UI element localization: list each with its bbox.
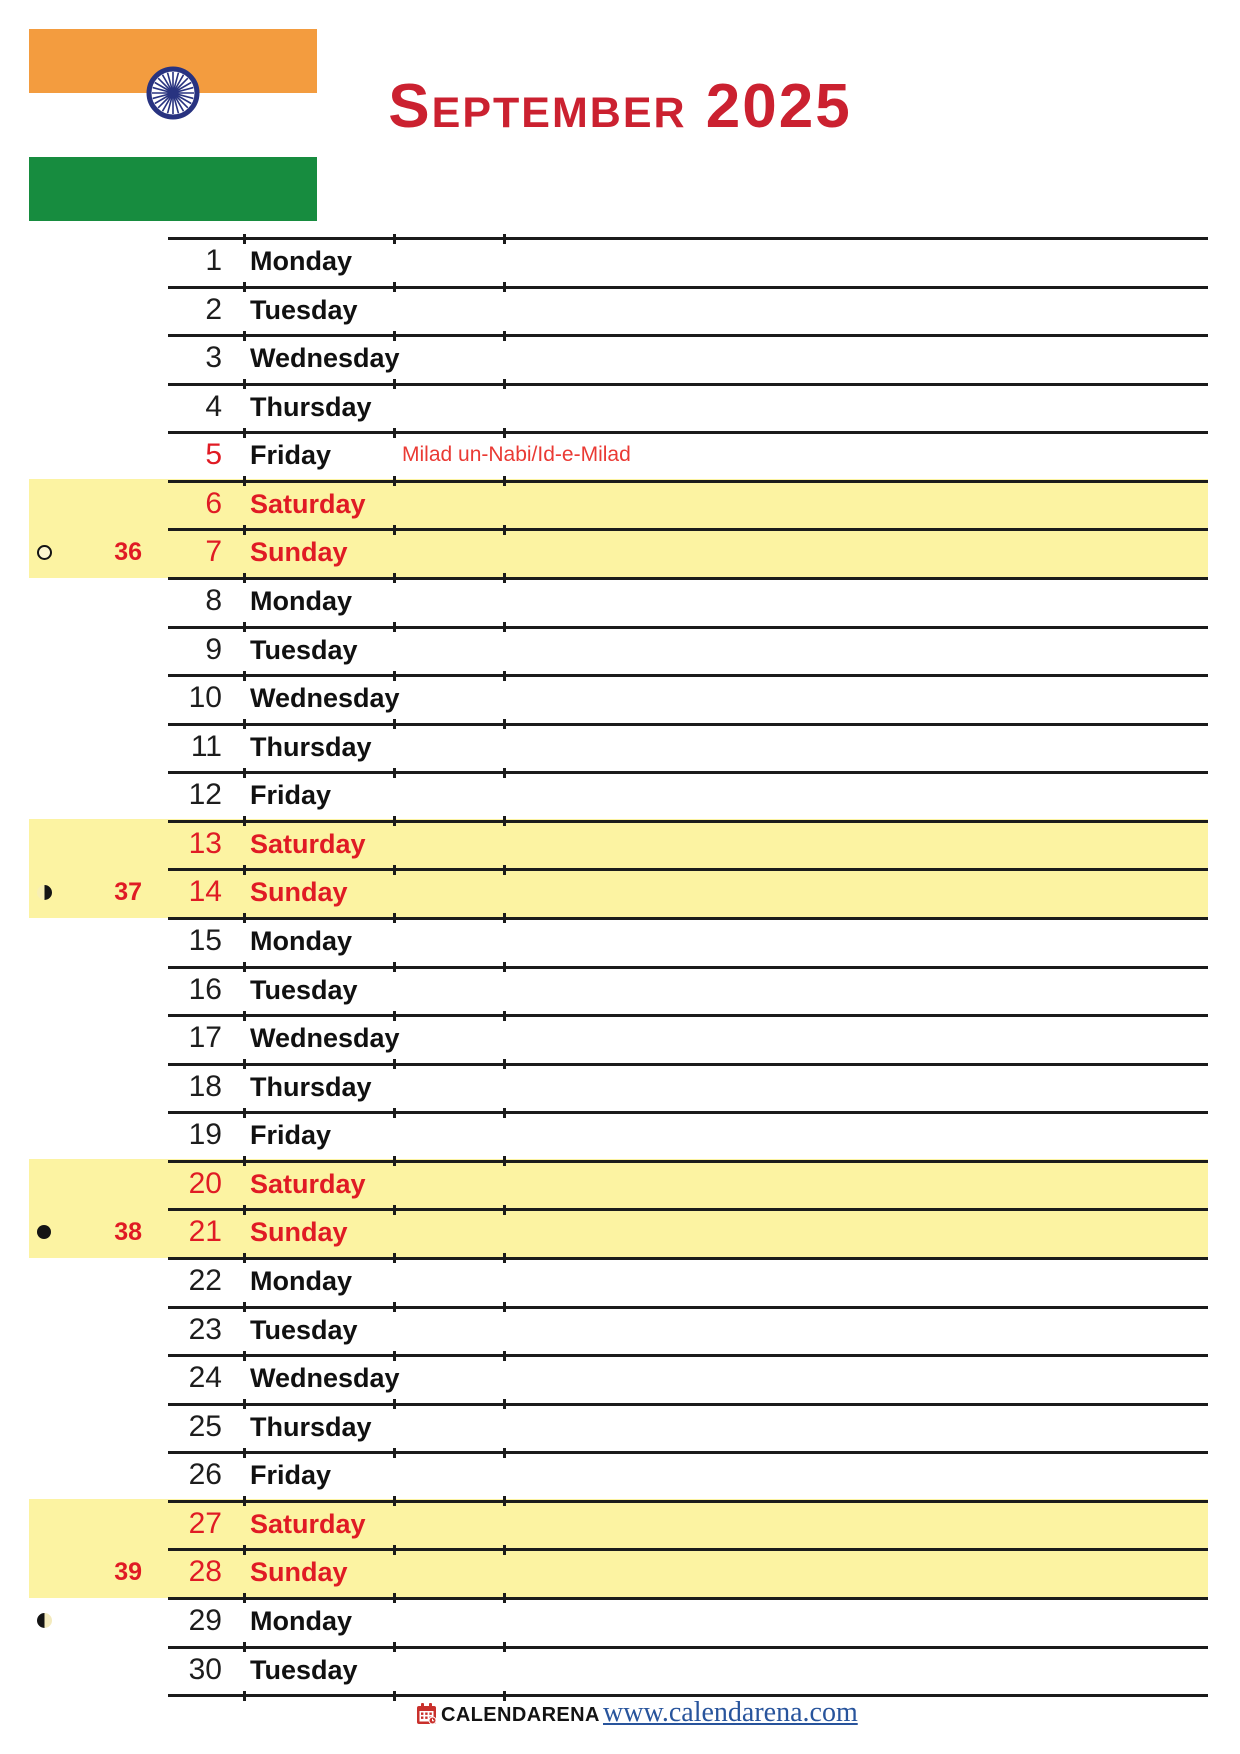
day-number: 18 [188,1069,222,1103]
column-tick [503,1593,506,1603]
day-name: Sunday [250,537,348,568]
column-tick [393,1059,396,1069]
day-name: Thursday [250,731,372,762]
column-tick [393,1253,396,1263]
grid-line [168,1014,1208,1017]
day-number: 11 [190,729,222,763]
column-tick [393,719,396,729]
day-number: 20 [188,1166,222,1200]
column-tick [243,379,246,389]
day-number: 4 [205,389,222,423]
day-name: Sunday [250,1217,348,1248]
day-row [0,1354,1240,1403]
column-tick [243,1545,246,1555]
day-name: Friday [250,780,332,811]
column-tick [503,1253,506,1263]
day-name: Tuesday [250,294,358,325]
grid-line [168,820,1208,823]
day-number: 17 [188,1021,222,1055]
grid-line [168,626,1208,629]
day-number: 30 [188,1652,222,1686]
day-row [0,431,1240,480]
grid-line [168,917,1208,920]
week-number: 36 [114,537,142,566]
column-tick [503,428,506,438]
day-name: Thursday [250,1411,372,1442]
day-name: Thursday [250,391,372,422]
grid-line [168,286,1208,289]
day-number: 19 [188,1118,222,1152]
column-tick [393,1108,396,1118]
day-number: 26 [188,1458,222,1492]
column-tick [503,1691,506,1701]
grid-line [168,1548,1208,1551]
day-row [0,1597,1240,1646]
day-name: Tuesday [250,1654,358,1685]
day-name: Monday [250,925,353,956]
day-row [0,528,1240,577]
grid-line [168,723,1208,726]
column-tick [503,1156,506,1166]
column-tick [243,234,246,244]
day-number: 24 [188,1361,222,1395]
day-row [0,1548,1240,1597]
day-number: 14 [188,875,222,909]
day-row [0,1646,1240,1695]
day-name: Monday [250,585,353,616]
day-number: 22 [188,1263,222,1297]
day-number: 8 [205,583,222,617]
day-name: Monday [250,246,353,276]
day-number: 9 [205,632,222,666]
day-name: Wednesday [250,683,400,714]
column-tick [243,1302,246,1312]
day-number: 7 [205,535,222,569]
column-tick [393,331,396,341]
day-name: Friday [250,1460,332,1491]
page-title: September 2025 [388,72,852,141]
day-row [0,237,1240,286]
column-tick [243,622,246,632]
day-number: 12 [188,778,222,812]
grid-line [168,966,1208,969]
day-number: 1 [205,244,222,277]
holiday-label: Milad un-Nabi/Id-e-Milad [402,443,631,467]
grid-line [168,237,1208,240]
day-row [0,966,1240,1015]
grid-line [168,480,1208,483]
day-name: Tuesday [250,634,358,665]
day-row [0,286,1240,335]
day-row [0,1208,1240,1257]
grid-line [168,528,1208,531]
day-number: 6 [205,486,222,520]
column-tick [393,525,396,535]
column-tick [503,1108,506,1118]
day-row [0,334,1240,383]
grid-line [168,771,1208,774]
day-number: 27 [188,1506,222,1540]
grid-line [168,1160,1208,1163]
column-tick [393,476,396,486]
column-tick [393,1642,396,1652]
day-number: 25 [188,1409,222,1443]
column-tick [393,768,396,778]
week-number: 39 [114,1557,142,1586]
column-tick [243,816,246,826]
column-tick [393,379,396,389]
day-number: 16 [188,972,222,1006]
day-row [0,1160,1240,1209]
day-row [0,1500,1240,1549]
column-tick [503,1351,506,1361]
day-row [0,1257,1240,1306]
column-tick [503,282,506,292]
grid-line [168,1257,1208,1260]
grid-line [168,1451,1208,1454]
day-name: Saturday [250,1168,366,1199]
day-number: 23 [188,1312,222,1346]
day-number: 28 [188,1555,222,1589]
grid-line [168,1208,1208,1211]
india-flag [29,29,317,221]
column-tick [243,1156,246,1166]
column-tick [393,282,396,292]
column-tick [243,719,246,729]
day-number: 3 [205,341,222,375]
day-row [0,1403,1240,1452]
column-tick [503,331,506,341]
grid-line [168,1063,1208,1066]
day-name: Friday [250,440,332,471]
week-number: 37 [114,877,142,906]
day-number: 5 [205,438,222,472]
column-tick [393,1496,396,1506]
column-tick [393,816,396,826]
column-tick [243,865,246,875]
column-tick [393,1691,396,1701]
day-name: Friday [250,1120,332,1151]
column-tick [393,428,396,438]
grid-line [168,334,1208,337]
ashoka-chakra-icon [146,66,200,120]
column-tick [243,1691,246,1701]
day-name: Saturday [250,1508,366,1539]
column-tick [503,671,506,681]
column-tick [503,379,506,389]
column-tick [243,1108,246,1118]
column-tick [243,428,246,438]
column-tick [243,1496,246,1506]
column-tick [503,1011,506,1021]
day-name: Monday [250,1265,353,1296]
grid-line [168,1111,1208,1114]
day-name: Saturday [250,488,366,519]
column-tick [393,1351,396,1361]
day-name: Tuesday [250,974,358,1005]
column-tick [243,1253,246,1263]
brand-name: CALENDARENA [441,1704,600,1726]
day-row [0,917,1240,966]
column-tick [503,1545,506,1555]
column-tick [243,573,246,583]
day-row [0,1306,1240,1355]
column-tick [503,1496,506,1506]
day-row [0,1451,1240,1500]
grid-line [168,1646,1208,1649]
column-tick [243,1399,246,1409]
flag-green-band [29,157,317,221]
grid-line [168,1403,1208,1406]
grid-line [168,868,1208,871]
column-tick [393,962,396,972]
day-name: Wednesday [250,343,400,374]
calendarena-logo-icon [416,1703,437,1725]
column-tick [503,1059,506,1069]
column-tick [503,476,506,486]
grid-line [168,1500,1208,1503]
day-row [0,868,1240,917]
day-row [0,383,1240,432]
day-row [0,577,1240,626]
column-tick [393,1545,396,1555]
column-tick [503,962,506,972]
grid-line [168,577,1208,580]
column-tick [243,962,246,972]
column-tick [503,913,506,923]
day-name: Thursday [250,1071,372,1102]
grid-line [168,1354,1208,1357]
day-name: Saturday [250,828,366,859]
day-number: 21 [188,1215,222,1249]
day-number: 29 [188,1603,222,1637]
column-tick [243,525,246,535]
column-tick [393,865,396,875]
column-tick [503,622,506,632]
day-number: 10 [188,681,222,715]
day-name: Tuesday [250,1314,358,1345]
day-number: 13 [188,826,222,860]
column-tick [503,719,506,729]
column-tick [393,1448,396,1458]
column-tick [503,573,506,583]
day-row [0,626,1240,675]
day-row [0,820,1240,869]
day-row [0,723,1240,772]
day-row [0,674,1240,723]
column-tick [393,913,396,923]
grid-line [168,674,1208,677]
column-tick [393,671,396,681]
column-tick [503,1642,506,1652]
grid-line [168,1597,1208,1600]
grid-line [168,1306,1208,1309]
column-tick [243,1642,246,1652]
grid-line [168,431,1208,434]
day-name: Wednesday [250,1363,400,1394]
column-tick [243,671,246,681]
website-link[interactable]: www.calendarena.com [603,1697,858,1728]
grid-line [168,383,1208,386]
column-tick [243,1351,246,1361]
column-tick [243,1059,246,1069]
column-tick [243,913,246,923]
column-tick [393,573,396,583]
column-tick [243,1448,246,1458]
column-tick [393,234,396,244]
day-row [0,1063,1240,1112]
column-tick [503,768,506,778]
column-tick [243,768,246,778]
column-tick [393,1011,396,1021]
column-tick [503,234,506,244]
column-tick [243,1593,246,1603]
day-name: Sunday [250,1557,348,1588]
column-tick [243,476,246,486]
column-tick [393,1205,396,1215]
day-row [0,1111,1240,1160]
day-row [0,1014,1240,1063]
column-tick [393,622,396,632]
day-number: 15 [188,923,222,957]
column-tick [243,282,246,292]
week-number: 38 [114,1217,142,1246]
column-tick [243,1205,246,1215]
day-row [0,480,1240,529]
column-tick [503,1448,506,1458]
day-row [0,771,1240,820]
column-tick [393,1593,396,1603]
column-tick [243,331,246,341]
day-name: Sunday [250,877,348,908]
column-tick [393,1302,396,1312]
day-number: 2 [205,292,222,326]
column-tick [243,1011,246,1021]
column-tick [503,1399,506,1409]
column-tick [503,865,506,875]
column-tick [503,1302,506,1312]
column-tick [503,525,506,535]
column-tick [503,1205,506,1215]
column-tick [393,1156,396,1166]
day-name: Monday [250,1605,353,1636]
column-tick [503,816,506,826]
day-name: Wednesday [250,1023,400,1054]
column-tick [393,1399,396,1409]
